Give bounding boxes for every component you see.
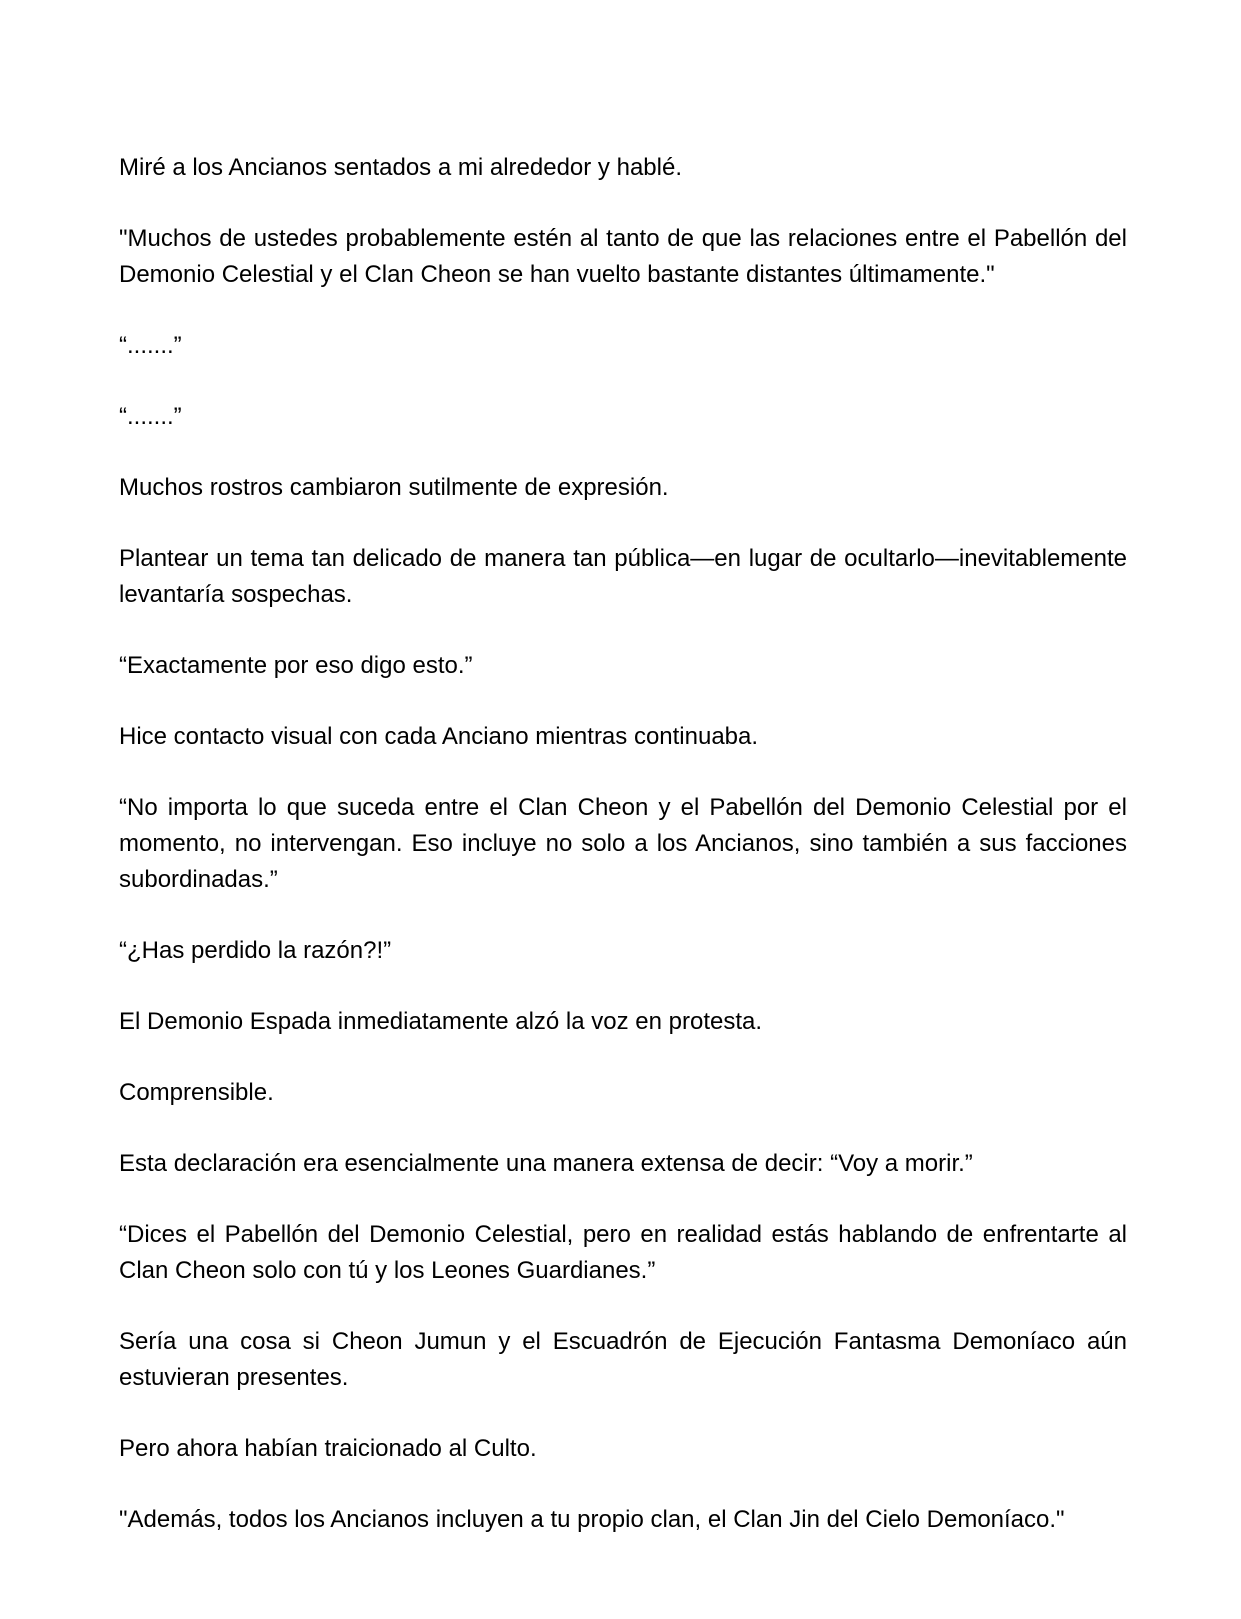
paragraph: Esta declaración era esencialmente una manera extensa de decir: “Voy a morir.” [119,1150,973,1177]
paragraph: “Dices el Pabellón del Demonio Celestial, pero en realidad estás hablando de enfrentarte al Clan Cheon solo con tú y los Leones Guardianes.” [119,1221,1127,1284]
document-body [119,150,1127,1573]
paragraph: “¿Has perdido la razón?!” [119,937,392,964]
paragraph: "Además, todos los Ancianos incluyen a tu propio clan, el Clan Jin del Cielo Demoníaco." [119,1506,1065,1533]
paragraph: Muchos rostros cambiaron sutilmente de expresión. [119,474,669,501]
paragraph: Miré a los Ancianos sentados a mi alrededor y hablé. [119,154,682,181]
paragraph: El Demonio Espada inmediatamente alzó la voz en protesta. [119,1008,763,1035]
paragraph: “.......” [119,403,182,430]
paragraph: Plantear un tema tan delicado de manera tan pública—en lugar de ocultarlo—inevitablemente levantaría sospechas. [119,545,1127,608]
paragraph: “.......” [119,332,182,359]
paragraph: Comprensible. [119,1079,274,1106]
paragraph: Hice contacto visual con cada Anciano mientras continuaba. [119,723,759,750]
paragraph: Sería una cosa si Cheon Jumun y el Escuadrón de Ejecución Fantasma Demoníaco aún estuvieran presentes. [119,1328,1127,1391]
paragraph: "Muchos de ustedes probablemente estén al tanto de que las relaciones entre el Pabellón del Demonio Celestial y el Clan Cheon se han vuelto bastante distantes últimamente." [119,225,1127,288]
paragraph: “No importa lo que suceda entre el Clan Cheon y el Pabellón del Demonio Celestial por el momento, no intervengan. Eso incluye no solo a los Ancianos, sino también a sus facciones subordinadas.” [119,794,1127,893]
paragraph: “Exactamente por eso digo esto.” [119,652,473,679]
paragraph: Pero ahora habían traicionado al Culto. [119,1435,537,1462]
